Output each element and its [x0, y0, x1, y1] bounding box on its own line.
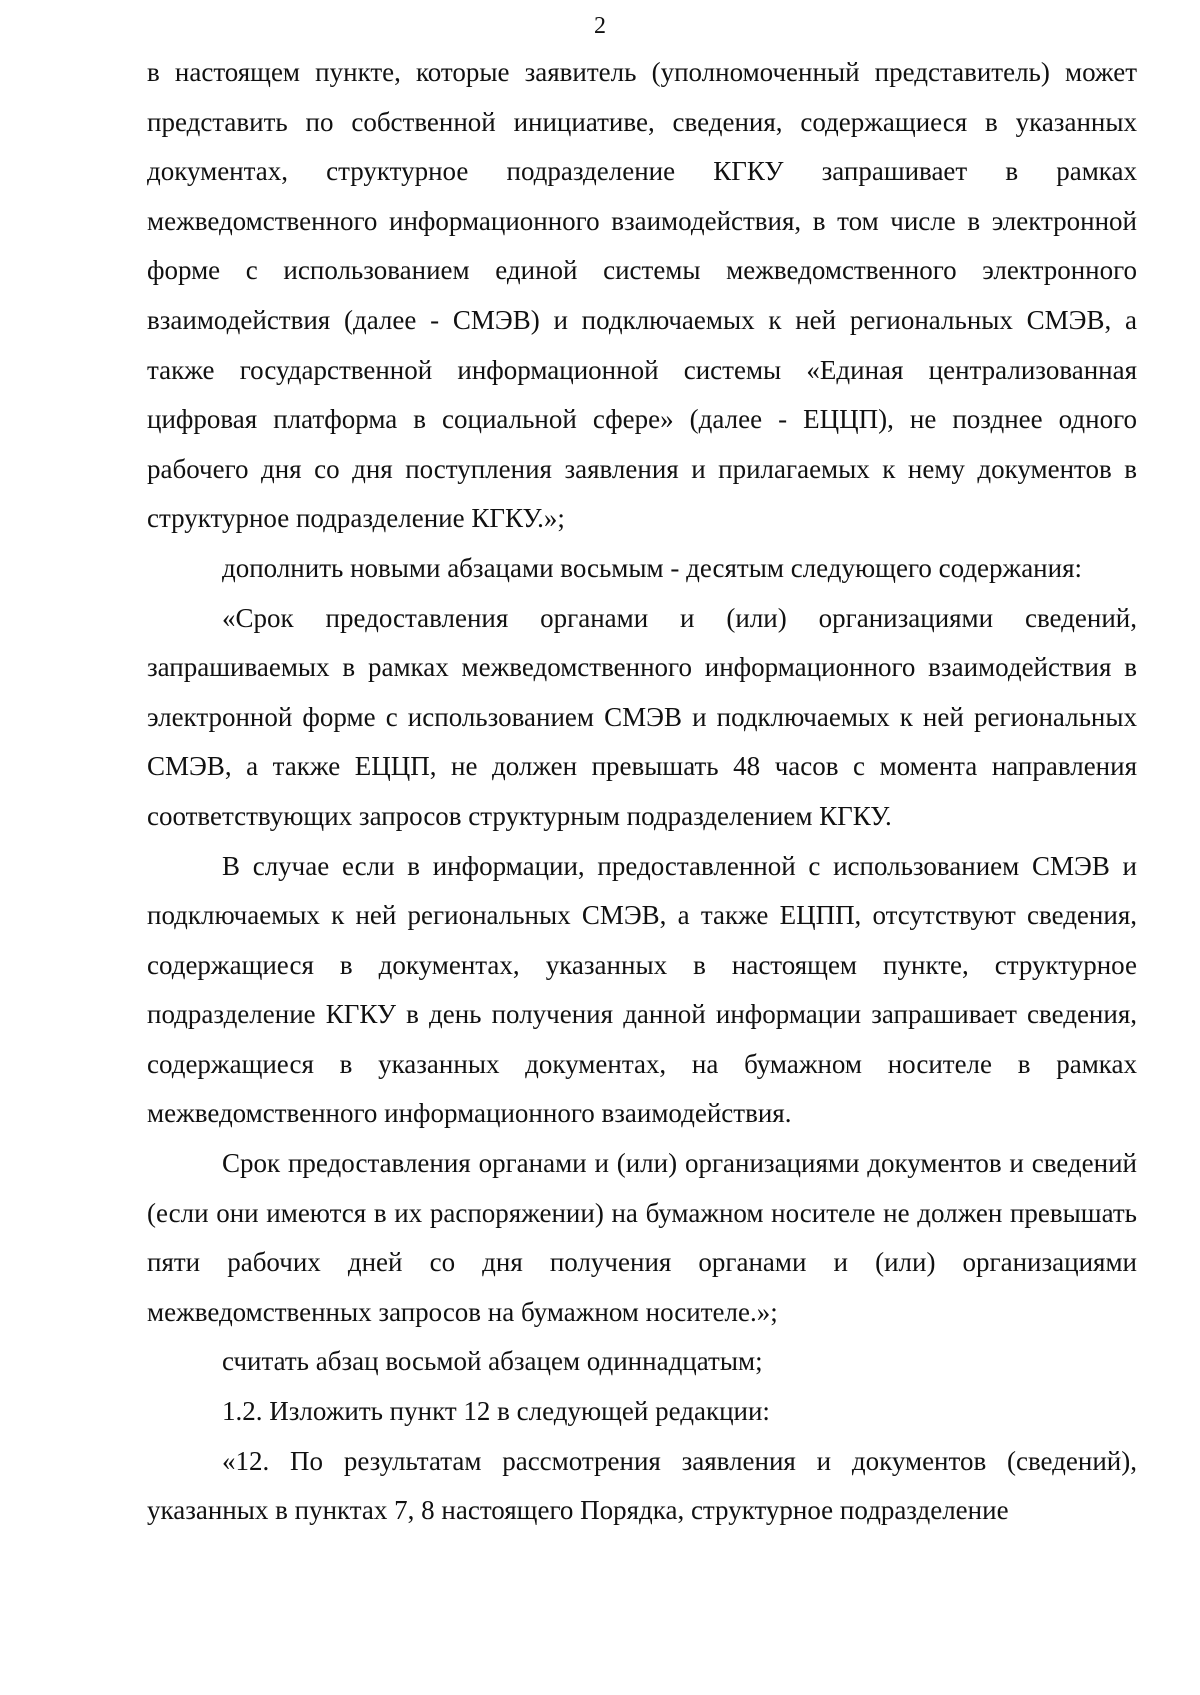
page-number: 2	[594, 13, 606, 39]
document-body	[147, 48, 1137, 1536]
paragraph-5: Срок предоставления органами и (или) организациями документов и сведений (если они имеются в их распоряжении) на бумажном носителе не должен превышать пяти рабочих дней со дня получения органами и (или) организациями межведомственных запросов на бумажном носителе.»;	[147, 1148, 1137, 1327]
paragraph-3: «Срок предоставления органами и (или) организациями сведений, запрашиваемых в рамках межведомственного информационного взаимодействия в электронной форме с использованием СМЭВ и подключаемых к ней региональных СМЭВ, а также ЕЦЦП, не должен превышать 48 часов с момента направления соответствующих запросов структурным подразделением КГКУ.	[147, 602, 1137, 831]
paragraph-8: «12. По результатам рассмотрения заявления и документов (сведений), указанных в пунктах 7, 8 настоящего Порядка, структурное подразделение	[147, 1445, 1137, 1526]
paragraph-7: 1.2. Изложить пункт 12 в следующей редакции:	[222, 1396, 770, 1427]
paragraph-1: в настоящем пункте, которые заявитель (уполномоченный представитель) может представить по собственной инициативе, сведения, содержащиеся в указанных документах, структурное подразделение КГКУ запрашивает в рамках межведомственного информационного взаимодействия, в том числе в электронной форме с использованием единой системы межведомственного электронного взаимодействия (далее - СМЭВ) и подключаемых к ней региональных СМЭВ, а также государственной информационной системы «Единая централизованная цифровая платформа в социальной сфере» (далее - ЕЦЦП), не позднее одного рабочего дня со дня поступления заявления и прилагаемых к нему документов в структурное подразделение КГКУ.»;	[147, 57, 1137, 534]
paragraph-4: В случае если в информации, предоставленной с использованием СМЭВ и подключаемых к ней региональных СМЭВ, а также ЕЦПП, отсутствуют сведения, содержащиеся в документах, указанных в настоящем пункте, структурное подразделение КГКУ в день получения данной информации запрашивает сведения, содержащиеся в указанных документах, на бумажном носителе в рамках межведомственного информационного взаимодействия.	[147, 850, 1137, 1129]
paragraph-6: считать абзац восьмой абзацем одиннадцатым;	[222, 1346, 763, 1377]
paragraph-2: дополнить новыми абзацами восьмым - десятым следующего содержания:	[222, 552, 1082, 583]
